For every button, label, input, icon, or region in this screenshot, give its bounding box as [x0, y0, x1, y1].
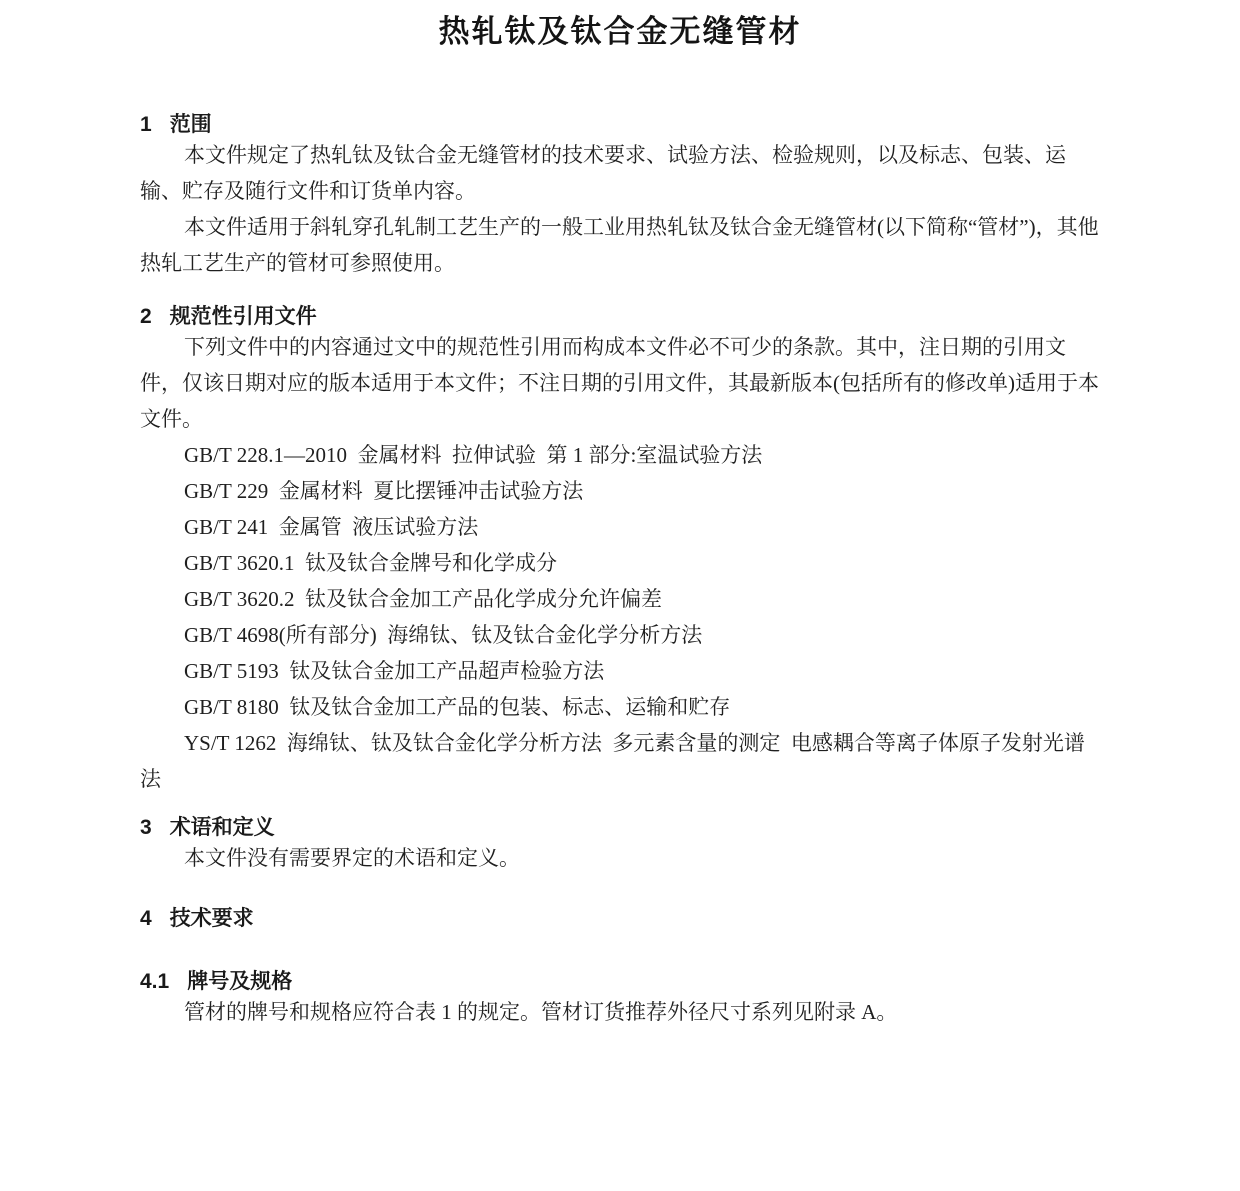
section-3-heading — [140, 816, 1100, 840]
section-3-number: 3 — [140, 816, 152, 839]
reference-item: GB/T 241 金属管 液压试验方法 — [184, 515, 479, 539]
reference-item: YS/T 1262 海绵钛、钛及钛合金化学分析方法 多元素含量的测定 电感耦合等离子体原子发射光谱法 — [140, 731, 1085, 791]
section-2-number: 2 — [140, 305, 152, 328]
body-paragraph: 本文件适用于斜轧穿孔轧制工艺生产的一般工业用热轧钛及钛合金无缝管材(以下简称“管材”)，其他热轧工艺生产的管材可参照使用。 — [140, 215, 1099, 275]
reference-item: GB/T 8180 钛及钛合金加工产品的包装、标志、运输和贮存 — [184, 695, 731, 719]
section-2-heading — [140, 305, 1100, 329]
body-paragraph: 下列文件中的内容通过文中的规范性引用而构成本文件必不可少的条款。其中，注日期的引用文件，仅该日期对应的版本适用于本文件；不注日期的引用文件，其最新版本(包括所有的修改单)适用于本文件。 — [140, 335, 1099, 431]
section-4-1-title: 牌号及规格 — [187, 970, 293, 993]
section-4-1-heading — [140, 970, 1100, 994]
document-title: 热轧钛及钛合金无缝管材 — [438, 14, 802, 49]
reference-item: GB/T 228.1—2010 金属材料 拉伸试验 第 1 部分:室温试验方法 — [184, 443, 763, 467]
section-2-title: 规范性引用文件 — [169, 305, 317, 328]
section-1-title: 范围 — [169, 113, 212, 136]
reference-item: GB/T 4698(所有部分) 海绵钛、钛及钛合金化学分析方法 — [184, 623, 703, 647]
section-1-body — [140, 137, 1100, 281]
section-1-heading — [140, 113, 1100, 137]
section-4-number: 4 — [140, 907, 152, 930]
reference-item: GB/T 229 金属材料 夏比摆锤冲击试验方法 — [184, 479, 584, 503]
body-paragraph: 本文件规定了热轧钛及钛合金无缝管材的技术要求、试验方法、检验规则，以及标志、包装、运输、贮存及随行文件和订货单内容。 — [140, 143, 1066, 203]
body-paragraph: 本文件没有需要界定的术语和定义。 — [184, 846, 520, 870]
section-4-1-body — [140, 994, 1100, 1030]
section-1-number: 1 — [140, 113, 152, 136]
body-paragraph: 管材的牌号和规格应符合表 1 的规定。管材订货推荐外径尺寸系列见附录 A。 — [184, 1000, 898, 1024]
section-2-body — [140, 329, 1100, 797]
reference-item: GB/T 5193 钛及钛合金加工产品超声检验方法 — [184, 659, 605, 683]
reference-item: GB/T 3620.2 钛及钛合金加工产品化学成分允许偏差 — [184, 587, 662, 611]
section-3-body — [140, 840, 1100, 876]
section-4-title: 技术要求 — [169, 907, 254, 930]
section-4-1-number: 4.1 — [140, 970, 170, 993]
reference-item: GB/T 3620.1 钛及钛合金牌号和化学成分 — [184, 551, 557, 575]
section-4-heading — [140, 907, 1100, 931]
section-3-title: 术语和定义 — [169, 816, 275, 839]
